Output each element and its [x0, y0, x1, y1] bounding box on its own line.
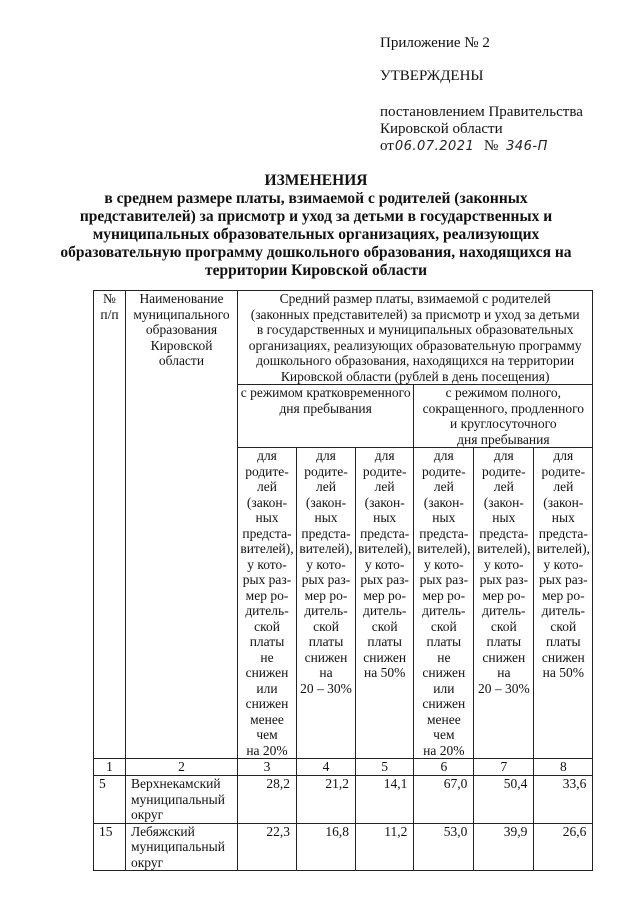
- col-header-avg: Средний размер платы, взимаемой с родителей (законных представителей) за присмотр и уход за детьми в государственных и муниципальных образовательных организациях, реализующих образовательную программу дошкольного образования, находящихся на территории Кировской области (рублей в день посещения): [238, 291, 593, 385]
- fee-value: 26,6: [534, 823, 593, 871]
- fee-value: 11,2: [356, 823, 414, 871]
- fee-value: 67,0: [414, 776, 474, 824]
- fee-value: 33,6: [534, 776, 593, 824]
- fee-table: [93, 290, 593, 871]
- header-row-1: [94, 291, 593, 385]
- doc-title-line-2: представителей) за присмотр и уход за детьми в государственных и: [79, 208, 553, 225]
- doc-title-line-1: в среднем размере платы, взимаемой с родителей (законных: [104, 190, 528, 207]
- fee-value: 22,3: [238, 823, 297, 871]
- table-row: [94, 823, 593, 871]
- column-number-row: [94, 759, 593, 776]
- column-number: 5: [356, 759, 414, 776]
- column-number: 8: [534, 759, 593, 776]
- column-number: 6: [414, 759, 474, 776]
- appendix-label: Приложение № 2: [380, 35, 490, 51]
- group-header-full: с режимом полного, сокращенного, продленного и круглосуточного дня пребывания: [414, 385, 593, 448]
- fee-value: 14,1: [356, 776, 414, 824]
- municipality-name: Верхнекамский муниципальный округ: [126, 776, 238, 824]
- doc-title-line-4: образовательную программу дошкольного образования, находящихся на: [60, 244, 572, 261]
- col-header-num: № п/п: [94, 291, 126, 759]
- subheader-50-short: для родите- лей (закон- ных предста- вителей), у кото- рых раз- мер ро- дитель- ской платы снижен на 50%: [356, 448, 414, 759]
- column-number: 1: [94, 759, 126, 776]
- fee-value: 39,9: [474, 823, 534, 871]
- subheader-20-30-full: для родите- лей (закон- ных предста- вителей), у кото- рых раз- мер ро- дитель- ской платы снижен на 20 – 30%: [474, 448, 534, 759]
- group-header-short: с режимом кратковременного дня пребывания: [238, 385, 414, 448]
- number-prefix: №: [484, 138, 499, 154]
- fee-value: 28,2: [238, 776, 297, 824]
- doc-title-line-3: муниципальных образовательных организациях, реализующих: [92, 226, 540, 243]
- column-number: 3: [238, 759, 297, 776]
- fee-value: 16,8: [297, 823, 356, 871]
- decree-date-line: [380, 137, 548, 156]
- doc-heading: ИЗМЕНЕНИЯ: [264, 172, 368, 189]
- subheader-20-30-short: для родите- лей (закон- ных предста- вителей), у кото- рых раз- мер ро- дитель- ской платы снижен на 20 – 30%: [297, 448, 356, 759]
- doc-title-line-5: территории Кировской области: [204, 262, 428, 279]
- subheader-50-full: для родите- лей (закон- ных предста- вителей), у кото- рых раз- мер ро- дитель- ской платы снижен на 50%: [534, 448, 593, 759]
- fee-value: 50,4: [474, 776, 534, 824]
- handwritten-date: 06.07.2021: [394, 139, 475, 154]
- municipality-name: Лебяжский муниципальный округ: [126, 823, 238, 871]
- row-num: 15: [94, 823, 126, 871]
- row-num: 5: [94, 776, 126, 824]
- handwritten-number: 346-П: [506, 139, 548, 154]
- approved-label: УТВЕРЖДЕНЫ: [380, 68, 484, 84]
- fee-value: 21,2: [297, 776, 356, 824]
- col-header-name: Наименование муниципального образования Кировской области: [126, 291, 238, 759]
- decree-line-2: Кировской области: [380, 121, 503, 137]
- column-number: 7: [474, 759, 534, 776]
- subheader-notreduced-short: для родите- лей (закон- ных предста- вителей), у кото- рых раз- мер ро- дитель- ской платы не снижен или снижен менее чем на 20%: [238, 448, 297, 759]
- table-row: [94, 776, 593, 824]
- decree-line-1: постановлением Правительства: [380, 104, 583, 120]
- subheader-notreduced-full: для родите- лей (закон- ных предста- вителей), у кото- рых раз- мер ро- дитель- ской платы не снижен или снижен менее чем на 20%: [414, 448, 474, 759]
- date-prefix: от: [380, 138, 394, 154]
- column-number: 4: [297, 759, 356, 776]
- column-number: 2: [126, 759, 238, 776]
- fee-value: 53,0: [414, 823, 474, 871]
